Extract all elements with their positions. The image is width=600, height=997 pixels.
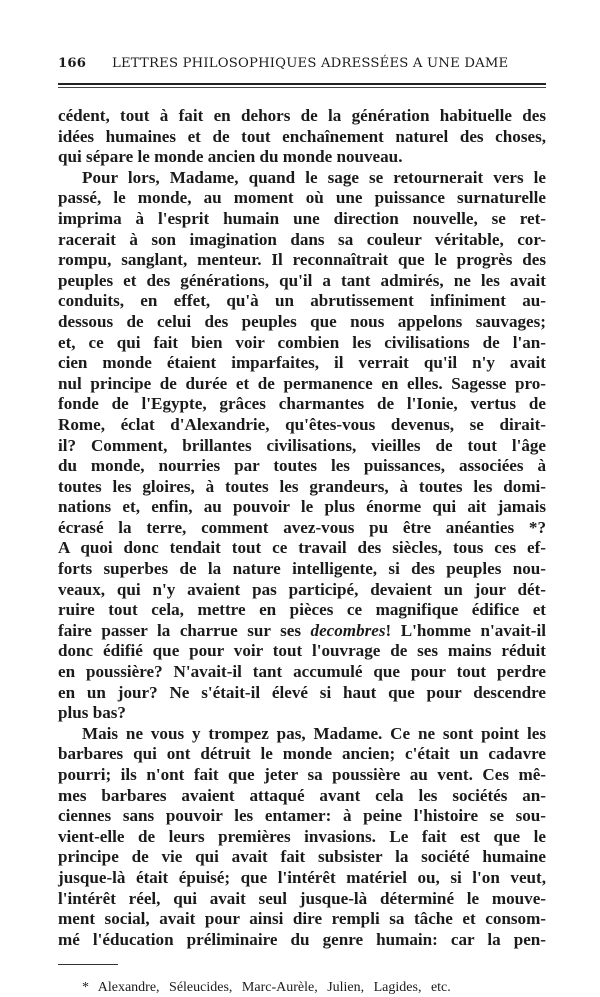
text-line: fonde de l'Egypte, grâces charmantes de l'Ionie, vertus de	[58, 394, 546, 414]
text-line: vient-elle de leurs premières invasions. Le fait est que le	[58, 826, 546, 846]
text-line: passé, le monde, au moment où une puissance surnaturelle	[58, 188, 546, 208]
text-line: qui sépare le monde ancien du monde nouveau.	[58, 147, 403, 167]
text-line: ruire tout cela, mettre en pièces ce magnifique édifice et	[58, 600, 546, 620]
text-line: et, ce qui fait bien voir combien les civilisations de l'an-	[58, 332, 546, 352]
text-line: A quoi donc tendait tout ce travail des siècles, tous ces ef-	[58, 538, 546, 558]
text-segment: ! L'homme n'avait-il	[385, 620, 546, 640]
running-head	[58, 56, 546, 76]
text-line: donc édifié que pour voir tout l'ouvrage de ses mains réduit	[58, 641, 546, 661]
text-line: mes barbares avaient attaqué avant cela les sociétés an-	[58, 785, 546, 805]
header-rule	[58, 83, 546, 85]
book-page	[58, 56, 546, 997]
text-line: conduits, en effet, qu'à un abrutissement infiniment au-	[58, 291, 546, 311]
text-line: ciennes sans pouvoir les entamer: à peine l'histoire se sou-	[58, 806, 546, 826]
text-line: veaux, qui n'y avaient pas participé, devaient un jour dét-	[58, 579, 546, 599]
text-line: pourri; ils n'ont fait que jeter sa poussière au vent. Ces mê-	[58, 765, 546, 784]
text-line: l'intérêt réel, qui avait seul jusque-là déterminé le mouve-	[58, 888, 546, 908]
text-line: racerait à son imagination dans sa couleur véritable, cor-	[58, 229, 546, 249]
text-line: nul principe de durée et de permanence en elles. Sagesse pro-	[58, 373, 546, 393]
text-line: écrasé la terre, comment avez-vous pu être anéanties *?	[58, 517, 546, 537]
text-line-italic-word	[58, 621, 546, 642]
text-line: jusque-là était épuisé; que l'intérêt matériel ou, si l'on veut,	[58, 867, 546, 887]
text-line: rompu, sanglant, menteur. Il reconnaîtrait que le progrès des	[58, 250, 546, 270]
text-line: Rome, éclat d'Alexandrie, qu'êtes-vous devenus, se dirait-	[58, 414, 546, 434]
text-line: nations et, enfin, au pouvoir le plus énorme qui ait jamais	[58, 497, 546, 517]
text-line: forts superbes de la nature intelligente, si des peuples nou-	[58, 559, 546, 579]
text-line: dessous de celui des peuples que nous appelons sauvages;	[58, 311, 546, 331]
text-line: imprima à l'esprit humain une direction nouvelle, se ret-	[58, 208, 546, 228]
italic-word: decombres	[310, 620, 386, 640]
text-line: barbares qui ont détruit le monde ancien; c'était un cadavre	[58, 744, 546, 764]
footnote-rule	[58, 964, 118, 965]
text-line: cédent, tout à fait en dehors de la génération habituelle des	[58, 106, 546, 125]
text-line: principe de vie qui avait fait subsister la société humaine	[58, 847, 546, 867]
text-segment: faire passer la charrue sur ses	[58, 620, 311, 640]
text-line: peuples et des générations, qu'il a tant admirés, ne les avait	[58, 270, 546, 290]
running-title: LETTRES PHILOSOPHIQUES ADRESSÉES A UNE DAME	[112, 56, 509, 71]
text-line: en poussière? N'avait-il tant accumulé que pour tout perdre	[58, 662, 546, 682]
text-line: plus bas?	[58, 703, 126, 723]
body-text	[58, 106, 546, 950]
text-line: il? Comment, brillantes civilisations, vieilles de tout l'âge	[58, 435, 546, 455]
text-line: idées humaines et de tout enchaînement naturel des choses,	[58, 126, 546, 146]
text-line: Mais ne vous y trompez pas, Madame. Ce ne sont point les	[82, 723, 546, 743]
page-number: 166	[58, 56, 87, 71]
text-line: mé l'éducation préliminaire du genre humain: car la pen-	[58, 929, 546, 949]
text-line: Pour lors, Madame, quand le sage se retournerait vers le	[82, 167, 546, 187]
footnote: * Alexandre, Séleucides, Marc-Aurèle, Julien, Lagides, etc.	[82, 980, 451, 996]
text-line: ment social, avait pour ainsi dire rempli sa tâche et consom-	[58, 909, 546, 929]
text-line: toutes les gloires, à toutes les grandeurs, à toutes les domi-	[58, 476, 546, 496]
header-rule-thin	[58, 87, 546, 88]
text-line: cien monde étaient imparfaites, il verrait qu'il n'y avait	[58, 353, 546, 373]
text-line: du monde, nourries par toutes les puissances, associées à	[58, 456, 546, 476]
text-line: en un jour? Ne s'était-il élevé si haut que pour descendre	[58, 682, 546, 702]
